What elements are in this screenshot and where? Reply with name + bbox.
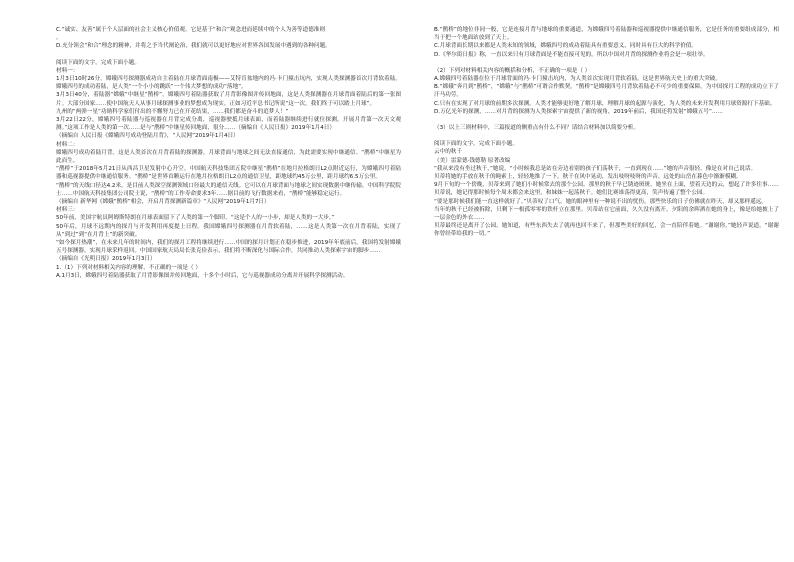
- paragraph: 。: [56, 35, 62, 42]
- paragraph: （2）下列对材料相关内容的概括和分析，不正确的一项是（ ）: [434, 67, 591, 74]
- paragraph: 材料三：: [56, 207, 79, 214]
- paragraph: 阅读下面的文字，完成下面小题。: [56, 59, 140, 66]
- paragraph: 1.（1）下列对材料相关内容的理解，不正确的一项是（ ）: [56, 264, 201, 271]
- paragraph: 材料一：: [56, 67, 79, 74]
- paragraph: B.“嫦娥”奔月到“鹊桥”，“嫦娥”与“鹊桥”可谓合作默契。“鹊桥”是嫦娥四号月背软着陆必不可少的重要保障，为中国探月工程的成功立下了汗马功劳。: [434, 84, 779, 99]
- paragraph: 材料二：: [56, 141, 79, 148]
- paragraph: 云中的秋千: [434, 149, 462, 156]
- paragraph: （美）雷蒙德·钱德勒 原著改编: [434, 157, 511, 164]
- right-column: [434, 26, 779, 239]
- paragraph: “如今探月热潮”，在未来几年的时间内，我们的探月工程将继续进行……中国的探月计划正在稳步推进，2019年年底前后，我国将发射嫦娥五号探测器，实现月球采样返回。中国国家航天局局长张克俭表示，我们将不断深化与国际合作，共同推动人类探索宇宙的脚步……: [56, 240, 401, 255]
- paragraph: 1月3日10时26分，嫦娥四号探测器成功自主着陆在月球背面南极——艾特肯盆地内的冯·卡门撞击坑内，实现人类探测器首次月背软着陆。嫦娥四号的成功着陆，是人类“一个小小的跳跃”一个伟大梦想的成功“落地”。: [56, 76, 401, 91]
- paragraph: “要是那时候我们能一直这样就好了。”贝蒂叹了口气。她的眼神里有一种说不出的忧伤。那些快乐的日子仿佛就在昨天，却又那样遥远。: [434, 198, 768, 205]
- paragraph-gap: [434, 116, 779, 124]
- paragraph: C.只有在实现了对月球的前期多次探测，人类才能够更好地了解月球，理解月球的起源与演化，为人类的未来开发利用月球资源打下基础。: [434, 100, 776, 107]
- paragraph: 阅读下面的文字，完成下面小题。: [434, 141, 518, 148]
- paragraph: 3月3日40分，着陆器“嫦娥”中继星“鹊桥”，嫦娥四号着陆器获取了月背影像图并传回地面，这是人类探测器在月球背面着陆后的第一张图片。大部分国家……使中国航天人从事月球探测事业的梦想成为现实。正如习近平总书记所说“这一次，我们终于可以踏上月球”。: [56, 92, 401, 107]
- paragraph: A.嫦娥四号着陆器在位于月球背面的冯·卡门撞击坑内，为人类首次实现月背软着陆，这是世界航天史上的重大突破。: [434, 76, 721, 83]
- paragraph: 贝蒂说，她记得那时候每个周末都会来这里，和妹妹一起荡秋千。她们比赛谁荡得更高，笑声传遍了整个公园。: [434, 190, 709, 197]
- paragraph: 50年前，美国宇航员阿姆斯特朗在月球表面留下了人类的第一个脚印。“这是个人的一小步，却是人类的一大步。”: [56, 215, 335, 222]
- paragraph-gap: [434, 59, 779, 67]
- paragraph: 当年的秋千已经被拆除，只剩下一根孤零零的铁杆立在那里。贝蒂站在它前面，久久没有离开。夕阳的余晖洒在她的身上，像是给她披上了一层金色的外衣……: [434, 206, 779, 222]
- paragraph: D.万亿光年的探测，……对月背的探测为人类探索宇宙提供了新的视角，2019年前后，我国还将发射“嫦娥五号”……: [434, 108, 724, 115]
- paragraph: （摘编自 人民日报《嫦娥四号成功登陆月背》，“人民网”2019年1月4日）: [56, 133, 239, 140]
- paragraph: （摘编自 新华网《嫦娥“鹊桥”相会，开启月背探测新篇章》“人民网”2019年1月7日）: [56, 199, 270, 206]
- paragraph: “我从来没有坐过秋千，”她说，“小时候我总是站在旁边看别的孩子们荡秋千，一直到现在……”她的声音很轻，像是在对自己说话。: [434, 165, 757, 172]
- paragraph: “鹊桥”于2018年5月21日从西昌卫星发射中心升空。中国航天科技集团五院中继星“鹊桥”在地月拉格朗日L2点附近运行，为嫦娥四号着陆器和巡视器提供中继通信服务。“鹊桥”是世界首颗运行在地月拉格朗日L2点的通信卫星，距地球约45万公里，距月球约6.5万公里。: [56, 166, 401, 181]
- paragraph: D.充分领会“和合”理念的精神，并将之予当代阐论治，我们就可以更好地应对世界各国发展中遇到的各种问题。: [56, 43, 331, 50]
- paragraph: 贝蒂最终还是离开了公园。她知道，有些东西失去了就再也回不来了，但那些美好的回忆，会一直陪伴着她。“谢谢你，”她轻声说道，“谢谢你曾经带给我的一切。”: [434, 223, 779, 238]
- paragraph: C.月球背面长期以来都是人类未知的领域，嫦娥四号的成功着陆具有重要意义，同时具有巨大的科学价值。: [434, 43, 697, 50]
- paragraph: （摘编自《光明日报》2019年1月3日）: [56, 256, 156, 263]
- paragraph: D.《华尔街日报》称，一直以来只有月球背面是不能直接可见的，所以中国对月背的探测作业将会是一项壮举。: [434, 51, 709, 58]
- paragraph: A.1月3日，嫦娥四号着陆器获取了月背影像图并传回地面，十多个小时后，它与巡视器成功分离并开展科学探测活动。: [56, 272, 349, 279]
- paragraph: 50年后，月球不远期内的探月与开发利用再度提上日程。我国嫦娥四号探测器在月背软着陆，……这是人类第一次在月背着陆，实现了从“到过”到“在月背上”的新突破。: [56, 223, 401, 238]
- paragraph: C.“诚实、友善”属于个人层面的社会主义核心价值观。它是基于“和合”观念进而延续中的个人为善等道德准则: [56, 27, 325, 33]
- paragraph: （3）以上三则材料中，三篇报道的侧重点有什么不同？请结合材料加以简要分析。: [434, 125, 639, 132]
- paragraph: 9月下旬的一个傍晚，贝蒂来到了她们小时候常去的那个公园。那里的秋千早已锈迹斑斑，她坐在上面，望着天边的云，想起了许多往事……: [434, 182, 779, 189]
- paragraph: “鹊桥”的天线口径达4.2米，是目前人类深空探测领域口径最大的通信天线。它可以在月球背面与地球之间实现数据中继传输。中国科学院院士……中国航天科技集团公司院士说，“鹊桥”的工作寿命要求3年……据目前的飞行数据来看，“鹊桥”能够稳定运行。: [56, 182, 401, 197]
- paragraph: 3月22日22分，嫦娥四号着陆器与巡视器在月背完成分离，巡视器驶抵月球表面，而着陆器继续进行就位探测，开展月背第一次天文观测。”这项工作是人类的第一次……是与“鹊桥”中继星传回地面，很分……（摘编自《人民日报》2019年1月4日）: [56, 117, 401, 132]
- left-column: [56, 26, 401, 280]
- paragraph: 嫦娥四号成功着陆月背。这是人类首次在月背着陆的探测器，月球背面与地球之间无法直接通信，为此需要实现中继通信。“鹊桥”中继星为此而生。: [56, 149, 401, 165]
- paragraph: 九州的“两弹一星”功勋科学家们付出的不懈努力已在开花结果，……我们都是奋斗的追梦人！”: [56, 108, 289, 115]
- paragraph-gap: [434, 132, 779, 140]
- paragraph: 贝蒂将她的手放在秋千的绳索上，轻轻地推了一下。秋千在风中晃动，发出吱呀吱呀的声音。远处的山峦在暮色中渐渐模糊。: [434, 174, 742, 181]
- paragraph-gap: [56, 51, 401, 59]
- paragraph: B.“鹊桥”的地位非同一般，它是连接月背与地球的重要通道，为嫦娥四号着陆器和巡视器提供中继通信服务，它是任务的重要组成部分，相当于把一个地面站放到了天上。: [434, 27, 779, 42]
